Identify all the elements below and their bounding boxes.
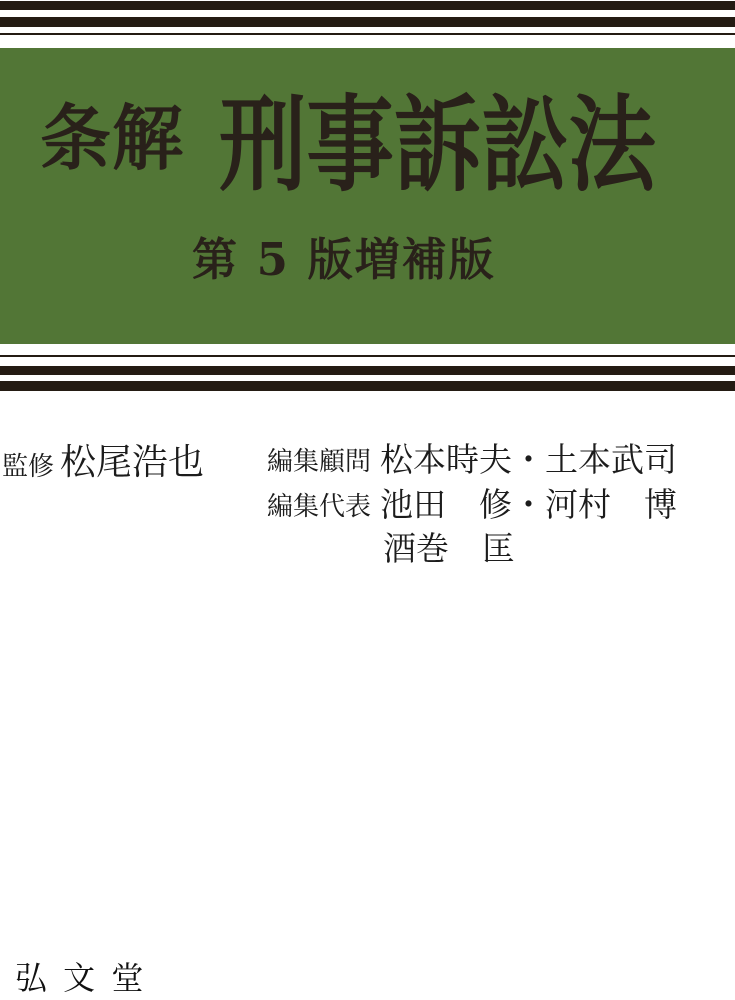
title-main: 刑事訴訟法 (219, 83, 656, 206)
editors-label: 編集代表 (267, 491, 372, 522)
editors-names-line2: 酒巻 匡 (383, 529, 515, 568)
supervisor-name: 松尾浩也 (60, 442, 205, 483)
advisors-names: 松本時夫・土本武司 (380, 440, 678, 479)
title-prefix: 条解 (40, 96, 185, 180)
top-rule-thin-line (0, 33, 735, 35)
editors-names-line1: 池田 修・河村 博 (380, 485, 678, 524)
publisher-name: 弘 文 堂 (15, 959, 147, 997)
bottom-rule-thin-line (0, 355, 735, 357)
title-banner (0, 48, 735, 344)
top-rule-bar-1 (0, 1, 735, 10)
supervisor-credit (2, 442, 205, 483)
advisors-credit (267, 440, 678, 479)
bottom-rule-bar-1 (0, 366, 735, 375)
advisors-label: 編集顧問 (267, 446, 372, 477)
edition-label: 第 5 版増補版 (192, 233, 496, 286)
editors-credit (267, 485, 678, 524)
supervisor-label: 監修 (2, 451, 55, 482)
bottom-rule-bar-2 (0, 381, 735, 391)
top-rule-bar-2 (0, 17, 735, 27)
